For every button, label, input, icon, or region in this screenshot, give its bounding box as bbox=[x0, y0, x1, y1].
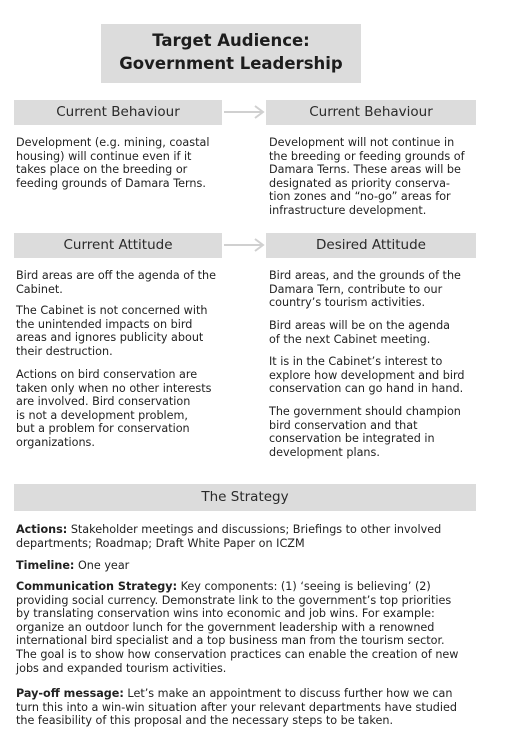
desired-attitude-para-4 bbox=[269, 405, 479, 459]
text-line: providing social currency. Demonstrate link to the government’s top priorities bbox=[16, 593, 452, 607]
text-line bbox=[16, 580, 472, 594]
text-line: taken only when no other interests bbox=[16, 381, 212, 395]
text-line: Bird areas are off the agenda of the bbox=[16, 269, 216, 282]
title-line-2: Government Leadership bbox=[119, 54, 343, 73]
text-line: tion zones and “no-go” areas for bbox=[269, 190, 451, 204]
current-behaviour-header: Current Behaviour bbox=[14, 100, 222, 125]
text-line: is not a development problem, bbox=[16, 408, 188, 422]
text-line: international bird specialist and a top business man from the tourism sector. bbox=[16, 634, 445, 648]
text-line: bird conservation and that bbox=[269, 418, 418, 432]
timeline-label: Timeline: bbox=[16, 559, 75, 572]
text-line: feeding grounds of Damara Terns. bbox=[16, 176, 206, 190]
current-attitude-header: Current Attitude bbox=[14, 233, 222, 258]
text-line: It is in the Cabinet’s interest to bbox=[269, 355, 443, 368]
text-line: departments; Roadmap; Draft White Paper on ICZM bbox=[16, 536, 305, 550]
text-line: Damara Terns. These areas will be bbox=[269, 163, 461, 177]
desired-attitude-header: Desired Attitude bbox=[266, 233, 476, 258]
strategy-communication bbox=[16, 580, 472, 675]
strategy-actions bbox=[16, 523, 472, 550]
right-arrow-icon bbox=[222, 104, 266, 120]
text-line: of the next Cabinet meeting. bbox=[269, 332, 431, 346]
text-line: Actions on bird conservation are bbox=[16, 368, 198, 381]
text-line: country’s tourism activities. bbox=[269, 296, 426, 310]
title-line-1: Target Audience: bbox=[152, 31, 310, 50]
text-line: conservation be integrated in bbox=[269, 432, 435, 446]
text-line: Bird areas, and the grounds of the bbox=[269, 269, 461, 282]
right-arrow-icon bbox=[222, 237, 266, 253]
payoff-text: Let’s make an appointment to discuss further how we can bbox=[123, 687, 453, 700]
text-line bbox=[16, 687, 472, 701]
current-attitude-para-1 bbox=[16, 269, 221, 296]
text-line bbox=[16, 559, 472, 573]
communication-text: Key components: (1) ‘seeing is believing’ (2) bbox=[177, 580, 431, 593]
title-box bbox=[101, 24, 361, 83]
current-attitude-para-2 bbox=[16, 304, 221, 358]
desired-attitude-para-3 bbox=[269, 355, 479, 396]
strategy-timeline bbox=[16, 559, 472, 573]
desired-attitude-para-1 bbox=[269, 269, 479, 310]
timeline-text: One year bbox=[74, 559, 130, 572]
text-line: Damara Tern, contribute to our bbox=[269, 282, 443, 296]
payoff-label: Pay-off message: bbox=[16, 687, 124, 700]
text-line: the unintended impacts on bird bbox=[16, 317, 193, 331]
text-line: explore how development and bird bbox=[269, 368, 465, 382]
desired-attitude-para-2 bbox=[269, 319, 479, 346]
text-line: by translating conservation wins into economic and job wins. For example: bbox=[16, 607, 435, 621]
text-line: their destruction. bbox=[16, 344, 113, 358]
text-line bbox=[16, 523, 472, 537]
text-line: Development will not continue in bbox=[269, 136, 455, 149]
text-line: but a problem for conservation bbox=[16, 422, 190, 436]
current-attitude-para-3 bbox=[16, 368, 221, 450]
text-line: infrastructure development. bbox=[269, 203, 427, 217]
text-line: turn this into a win-win situation after your relevant departments have studied bbox=[16, 700, 457, 714]
text-line: The Cabinet is not concerned with bbox=[16, 304, 208, 317]
text-line: designated as priority conserva- bbox=[269, 176, 450, 190]
text-line: organizations. bbox=[16, 435, 95, 449]
text-line: the feasibility of this proposal and the necessary steps to be taken. bbox=[16, 714, 394, 728]
communication-label: Communication Strategy: bbox=[16, 580, 178, 593]
strategy-header: The Strategy bbox=[14, 484, 476, 511]
text-line: development plans. bbox=[269, 445, 380, 459]
text-line: the breeding or feeding grounds of bbox=[269, 149, 465, 163]
text-line: Cabinet. bbox=[16, 282, 63, 296]
text-line: are involved. Bird conservation bbox=[16, 395, 191, 409]
strategy-payoff bbox=[16, 687, 472, 728]
actions-text: Stakeholder meetings and discussions; Briefings to other involved bbox=[67, 523, 442, 536]
text-line: Development (e.g. mining, coastal bbox=[16, 136, 210, 149]
text-line: areas and ignores publicity about bbox=[16, 331, 204, 345]
text-line: conservation can go hand in hand. bbox=[269, 382, 464, 396]
text-line: organize an outdoor lunch for the government leadership with a renowned bbox=[16, 620, 435, 634]
target-behaviour-text bbox=[269, 136, 479, 218]
text-line: Bird areas will be on the agenda bbox=[269, 319, 451, 332]
text-line: The goal is to show how conservation practices can enable the creation of new bbox=[16, 647, 459, 661]
current-behaviour-text bbox=[16, 136, 221, 190]
text-line: takes place on the breeding or bbox=[16, 163, 188, 177]
target-behaviour-header: Current Behaviour bbox=[266, 100, 476, 125]
actions-label: Actions: bbox=[16, 523, 68, 536]
text-line: housing) will continue even if it bbox=[16, 149, 192, 163]
text-line: jobs and expanded tourism activities. bbox=[16, 661, 227, 675]
text-line: The government should champion bbox=[269, 405, 461, 418]
